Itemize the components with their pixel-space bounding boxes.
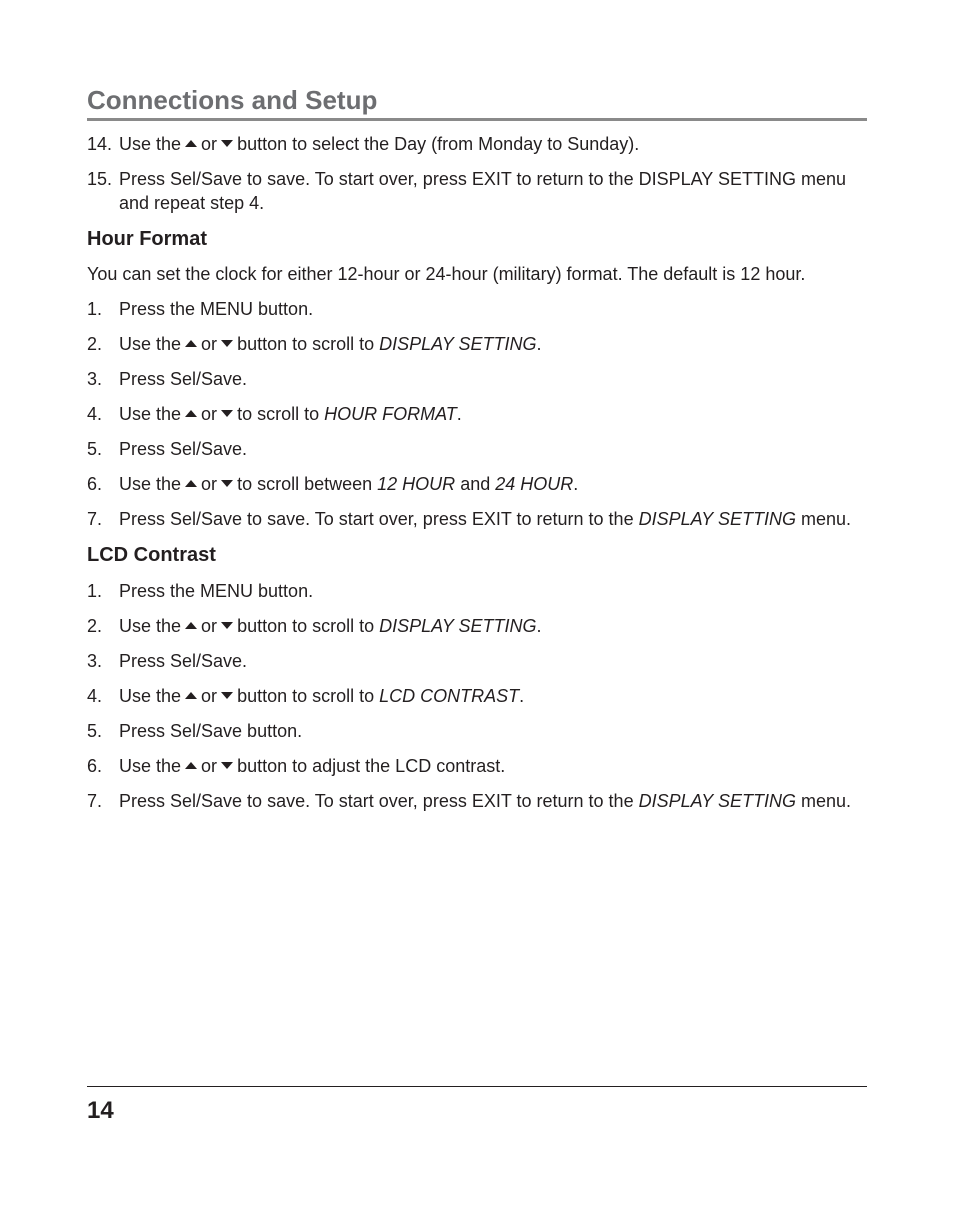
step-number: 5.	[87, 721, 103, 741]
step-text: Use the or button to scroll to DISPLAY SETTING.	[119, 616, 542, 636]
page-number: 14	[87, 1097, 114, 1124]
hour-format-description: You can set the clock for either 12-hour or 24-hour (military) format. The default is 12 hour.	[87, 264, 806, 284]
up-arrow-icon	[185, 410, 197, 417]
section-heading-lcd-contrast: LCD Contrast	[87, 544, 216, 566]
down-arrow-icon	[221, 622, 233, 629]
list-item	[87, 614, 867, 638]
list-item	[87, 684, 867, 708]
list-item	[87, 132, 867, 156]
step-number: 4.	[87, 686, 103, 706]
down-arrow-icon	[221, 692, 233, 699]
page-title: Connections and Setup	[87, 84, 867, 121]
step-number: 1.	[87, 299, 103, 319]
step-text: Press Sel/Save to save. To start over, press EXIT to return to the DISPLAY SETTING menu.	[119, 509, 852, 529]
step-number: 5.	[87, 439, 103, 459]
up-arrow-icon	[185, 340, 197, 347]
down-arrow-icon	[221, 340, 233, 347]
list-item	[87, 367, 867, 391]
step-text: Press the MENU button.	[119, 581, 314, 601]
list-item	[87, 437, 867, 461]
down-arrow-icon	[221, 140, 233, 147]
list-item	[87, 402, 867, 426]
step-text: Press Sel/Save.	[119, 651, 248, 671]
step-text: Press Sel/Save.	[119, 439, 248, 459]
step-text: Use the or button to scroll to LCD CONTRAST.	[119, 686, 525, 706]
list-item	[87, 332, 867, 356]
section-heading-hour-format: Hour Format	[87, 228, 207, 250]
step-number: 3.	[87, 369, 103, 389]
down-arrow-icon	[221, 410, 233, 417]
step-number: 7.	[87, 509, 103, 529]
step-number: 2.	[87, 334, 103, 354]
list-item	[87, 789, 867, 813]
list-item	[87, 754, 867, 778]
step-text: Use the or to scroll between 12 HOUR and 24 HOUR.	[119, 474, 579, 494]
step-text: Press Sel/Save to save. To start over, press EXIT to return to the DISPLAY SETTING menu.	[119, 791, 852, 811]
step-text: Use the or button to adjust the LCD contrast.	[119, 756, 506, 776]
step-number: 6.	[87, 756, 103, 776]
list-item	[87, 472, 867, 496]
step-number: 14.	[87, 134, 113, 154]
step-text: Use the or button to select the Day (from Monday to Sunday).	[119, 134, 640, 154]
up-arrow-icon	[185, 140, 197, 147]
step-number: 3.	[87, 651, 103, 671]
step-number: 7.	[87, 791, 103, 811]
step-text: Press Sel/Save.	[119, 369, 248, 389]
step-number: 1.	[87, 581, 103, 601]
manual-page	[87, 84, 867, 813]
footer-divider	[87, 1086, 867, 1087]
step-number: 2.	[87, 616, 103, 636]
step-number: 6.	[87, 474, 103, 494]
list-item	[87, 297, 867, 321]
step-text: Press Sel/Save to save. To start over, press EXIT to return to the DISPLAY SETTING menu and repeat step 4.	[119, 169, 846, 213]
step-number: 4.	[87, 404, 103, 424]
up-arrow-icon	[185, 692, 197, 699]
down-arrow-icon	[221, 480, 233, 487]
step-text: Use the or button to scroll to DISPLAY SETTING.	[119, 334, 542, 354]
list-item	[87, 579, 867, 603]
up-arrow-icon	[185, 762, 197, 769]
list-item	[87, 167, 867, 215]
up-arrow-icon	[185, 480, 197, 487]
list-item	[87, 507, 867, 531]
list-item	[87, 649, 867, 673]
step-text: Press Sel/Save button.	[119, 721, 303, 741]
up-arrow-icon	[185, 622, 197, 629]
list-item	[87, 719, 867, 743]
down-arrow-icon	[221, 762, 233, 769]
step-number: 15.	[87, 169, 113, 189]
step-text: Use the or to scroll to HOUR FORMAT.	[119, 404, 462, 424]
step-text: Press the MENU button.	[119, 299, 314, 319]
